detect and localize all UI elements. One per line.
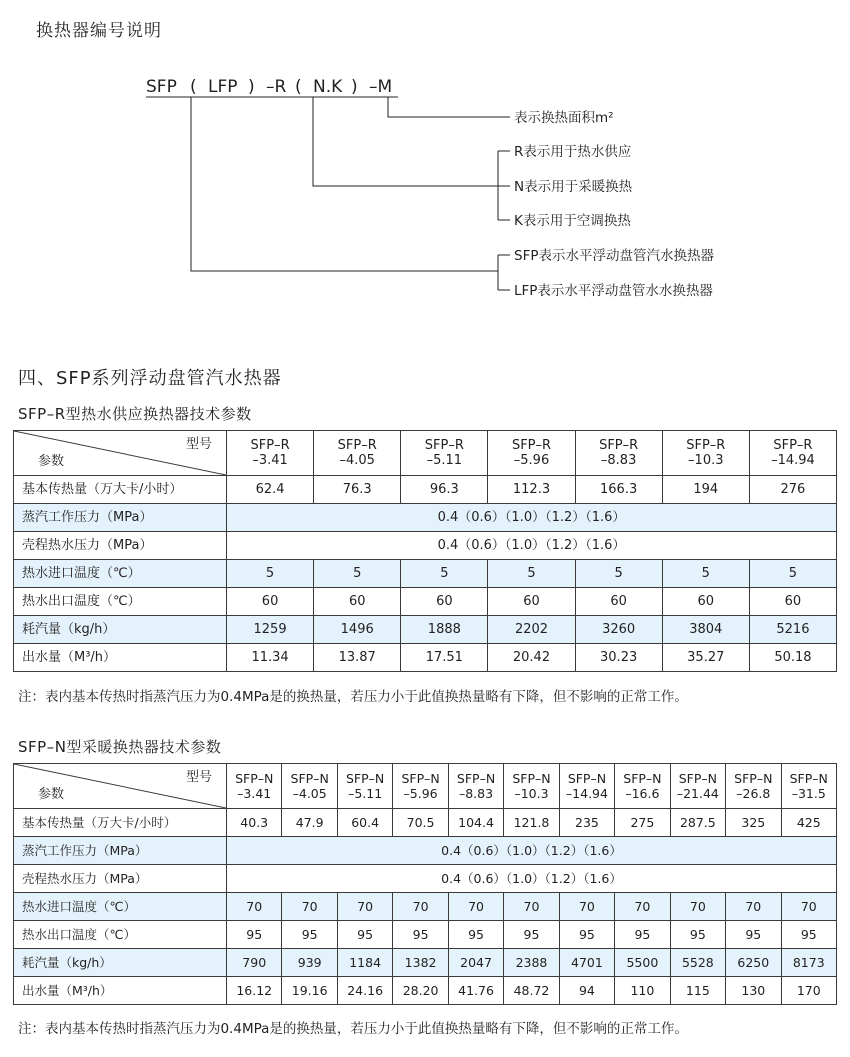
code-r: –R <box>266 77 287 97</box>
model-size: –10.3 <box>514 786 549 801</box>
value-cell: 1382 <box>393 949 448 977</box>
value-cell: 425 <box>781 809 836 837</box>
value-cell: 1496 <box>314 616 401 644</box>
value-cell: 95 <box>448 921 503 949</box>
table2-title: SFP–N型采暖换热器技术参数 <box>18 738 222 756</box>
value-cell: 3804 <box>662 616 749 644</box>
value-cell: 70 <box>504 893 559 921</box>
model-header-cell <box>670 764 725 809</box>
table-row <box>14 616 837 644</box>
document-title: 换热器编号说明 <box>36 21 162 41</box>
value-cell: 70 <box>448 893 503 921</box>
value-cell: 1888 <box>401 616 488 644</box>
value-cell: 3260 <box>575 616 662 644</box>
value-cell: 60.4 <box>337 809 392 837</box>
value-cell: 1184 <box>337 949 392 977</box>
value-cell: 170 <box>781 977 836 1005</box>
table2-note: 注：表内基本传热时指蒸汽压力为0.4MPa是的换热量，若压力小于此值换热量略有下降，但不影响的正常工作。 <box>18 1021 688 1037</box>
value-cell: 166.3 <box>575 476 662 504</box>
value-cell: 95 <box>393 921 448 949</box>
value-cell: 104.4 <box>448 809 503 837</box>
value-cell: 16.12 <box>227 977 282 1005</box>
value-cell: 60 <box>662 588 749 616</box>
table-row <box>14 532 837 560</box>
model-prefix: SFP–R <box>599 438 639 453</box>
row-label: 热水进口温度（℃） <box>14 560 227 588</box>
value-cell: 6250 <box>726 949 781 977</box>
value-cell: 95 <box>227 921 282 949</box>
model-size: –16.6 <box>625 786 660 801</box>
model-size: –4.05 <box>339 453 375 468</box>
value-cell: 76.3 <box>314 476 401 504</box>
row-label: 出水量（M³/h） <box>14 977 227 1005</box>
value-cell: 95 <box>559 921 614 949</box>
value-cell: 70 <box>282 893 337 921</box>
label-k: K表示用于空调换热 <box>514 213 631 229</box>
code-paren-open-1: ( <box>190 77 197 97</box>
table1-sfp-r-specs <box>13 430 837 672</box>
value-cell: 4701 <box>559 949 614 977</box>
value-cell: 5 <box>575 560 662 588</box>
value-cell: 41.76 <box>448 977 503 1005</box>
code-lfp: LFP <box>208 77 238 97</box>
table-row <box>14 644 837 672</box>
model-header-cell <box>488 431 575 476</box>
table-row <box>14 977 837 1005</box>
value-cell: 70 <box>393 893 448 921</box>
value-cell: 28.20 <box>393 977 448 1005</box>
value-cell: 110 <box>615 977 670 1005</box>
value-cell: 275 <box>615 809 670 837</box>
code-nk: N.K <box>313 77 343 97</box>
row-label: 壳程热水压力（MPa） <box>14 532 227 560</box>
model-header-cell <box>227 431 314 476</box>
table-row <box>14 893 837 921</box>
code-paren-open-2: ( <box>295 77 302 97</box>
value-cell: 40.3 <box>227 809 282 837</box>
model-size: –5.96 <box>403 786 438 801</box>
model-size: –31.5 <box>791 786 826 801</box>
corner-param-label: 参数 <box>38 454 65 469</box>
value-cell: 2202 <box>488 616 575 644</box>
model-code-diagram <box>0 60 850 320</box>
value-cell: 60 <box>749 588 836 616</box>
value-cell: 96.3 <box>401 476 488 504</box>
model-header-cell <box>749 431 836 476</box>
model-prefix: SFP–N <box>512 771 551 786</box>
value-cell: 35.27 <box>662 644 749 672</box>
code-paren-close-1: ) <box>248 77 255 97</box>
code-m: –M <box>369 77 393 97</box>
model-size: –4.05 <box>292 786 327 801</box>
value-cell: 2388 <box>504 949 559 977</box>
value-cell: 30.23 <box>575 644 662 672</box>
value-cell: 2047 <box>448 949 503 977</box>
value-cell: 130 <box>726 977 781 1005</box>
model-header-cell <box>726 764 781 809</box>
table-row <box>14 476 837 504</box>
merged-value-cell: 0.4（0.6）（1.0）（1.2）（1.6） <box>227 532 837 560</box>
model-size: –14.94 <box>565 786 608 801</box>
row-label: 基本传热量（万大卡/小时） <box>14 476 227 504</box>
value-cell: 276 <box>749 476 836 504</box>
model-prefix: SFP–N <box>789 771 828 786</box>
corner-cell <box>14 764 227 809</box>
value-cell: 47.9 <box>282 809 337 837</box>
row-label: 蒸汽工作压力（MPa） <box>14 837 227 865</box>
value-cell: 70 <box>726 893 781 921</box>
model-header-cell <box>393 764 448 809</box>
value-cell: 5 <box>488 560 575 588</box>
label-r: R表示用于热水供应 <box>514 144 632 160</box>
header-row <box>14 764 837 809</box>
value-cell: 62.4 <box>227 476 314 504</box>
value-cell: 17.51 <box>401 644 488 672</box>
table2-sfp-n-specs <box>13 763 837 1005</box>
row-label: 出水量（M³/h） <box>14 644 227 672</box>
row-label: 壳程热水压力（MPa） <box>14 865 227 893</box>
value-cell: 790 <box>227 949 282 977</box>
corner-param-label: 参数 <box>38 787 65 802</box>
model-size: –14.94 <box>771 453 815 468</box>
value-cell: 95 <box>337 921 392 949</box>
value-cell: 121.8 <box>504 809 559 837</box>
code-sfp: SFP <box>146 77 177 97</box>
value-cell: 5 <box>401 560 488 588</box>
value-cell: 194 <box>662 476 749 504</box>
value-cell: 95 <box>282 921 337 949</box>
table-row <box>14 949 837 977</box>
model-header-cell <box>448 764 503 809</box>
model-header-cell <box>282 764 337 809</box>
row-label: 蒸汽工作压力（MPa） <box>14 504 227 532</box>
table1-note: 注：表内基本传热时指蒸汽压力为0.4MPa是的换热量，若压力小于此值换热量略有下降，但不影响的正常工作。 <box>18 689 688 705</box>
model-header-cell <box>504 764 559 809</box>
model-size: –21.44 <box>676 786 719 801</box>
value-cell: 5500 <box>615 949 670 977</box>
merged-value-cell: 0.4（0.6）（1.0）（1.2）（1.6） <box>227 837 837 865</box>
model-prefix: SFP–R <box>686 438 726 453</box>
table-row <box>14 865 837 893</box>
header-row <box>14 431 837 476</box>
model-size: –5.96 <box>513 453 550 468</box>
model-header-cell <box>615 764 670 809</box>
model-size: –3.41 <box>252 453 288 468</box>
row-label: 热水出口温度（℃） <box>14 588 227 616</box>
value-cell: 939 <box>282 949 337 977</box>
value-cell: 48.72 <box>504 977 559 1005</box>
model-size: –3.41 <box>237 786 272 801</box>
model-prefix: SFP–N <box>401 771 440 786</box>
value-cell: 60 <box>575 588 662 616</box>
table-row <box>14 588 837 616</box>
value-cell: 70 <box>781 893 836 921</box>
model-prefix: SFP–N <box>346 771 385 786</box>
model-header-cell <box>401 431 488 476</box>
value-cell: 5528 <box>670 949 725 977</box>
value-cell: 60 <box>227 588 314 616</box>
row-label: 热水进口温度（℃） <box>14 893 227 921</box>
merged-value-cell: 0.4（0.6）（1.0）（1.2）（1.6） <box>227 865 837 893</box>
value-cell: 24.16 <box>337 977 392 1005</box>
table-row <box>14 921 837 949</box>
model-prefix: SFP–N <box>290 771 329 786</box>
model-header-cell <box>337 764 392 809</box>
model-prefix: SFP–R <box>424 438 464 453</box>
model-header-cell <box>575 431 662 476</box>
value-cell: 60 <box>314 588 401 616</box>
model-prefix: SFP–N <box>567 771 607 786</box>
model-prefix: SFP–R <box>250 438 290 453</box>
value-cell: 1259 <box>227 616 314 644</box>
connector-lines <box>146 97 510 290</box>
value-cell: 70 <box>337 893 392 921</box>
model-header-cell <box>559 764 614 809</box>
model-size: –26.8 <box>736 786 771 801</box>
value-cell: 60 <box>488 588 575 616</box>
model-prefix: SFP–N <box>235 771 274 786</box>
model-prefix: SFP–R <box>773 438 813 453</box>
label-lfp: LFP表示水平浮动盘管水水换热器 <box>514 283 713 299</box>
value-cell: 19.16 <box>282 977 337 1005</box>
value-cell: 115 <box>670 977 725 1005</box>
model-header-cell <box>314 431 401 476</box>
model-size: –8.83 <box>458 786 494 801</box>
value-cell: 5 <box>314 560 401 588</box>
section-heading: 四、SFP系列浮动盘管汽水热器 <box>18 368 282 389</box>
value-cell: 5 <box>749 560 836 588</box>
model-size: –10.3 <box>688 453 724 468</box>
table-row <box>14 504 837 532</box>
label-sfp: SFP表示水平浮动盘管汽水换热器 <box>514 248 714 264</box>
table1-title: SFP–R型热水供应换热器技术参数 <box>18 405 252 423</box>
table-row <box>14 837 837 865</box>
table-row <box>14 560 837 588</box>
value-cell: 287.5 <box>670 809 725 837</box>
value-cell: 70 <box>227 893 282 921</box>
value-cell: 95 <box>504 921 559 949</box>
model-prefix: SFP–N <box>456 771 496 786</box>
model-size: –8.83 <box>600 453 637 468</box>
value-cell: 5216 <box>749 616 836 644</box>
value-cell: 70 <box>559 893 614 921</box>
label-m: 表示换热面积m² <box>514 110 614 126</box>
table-row <box>14 809 837 837</box>
model-header-cell <box>227 764 282 809</box>
value-cell: 95 <box>781 921 836 949</box>
model-header-cell <box>781 764 836 809</box>
value-cell: 95 <box>615 921 670 949</box>
corner-cell <box>14 431 227 476</box>
label-n: N表示用于采暖换热 <box>514 179 633 195</box>
model-prefix: SFP–N <box>678 771 717 786</box>
value-cell: 13.87 <box>314 644 401 672</box>
value-cell: 235 <box>559 809 614 837</box>
model-header-cell <box>662 431 749 476</box>
value-cell: 50.18 <box>749 644 836 672</box>
row-label: 热水出口温度（℃） <box>14 921 227 949</box>
value-cell: 94 <box>559 977 614 1005</box>
value-cell: 11.34 <box>227 644 314 672</box>
value-cell: 95 <box>726 921 781 949</box>
value-cell: 5 <box>227 560 314 588</box>
value-cell: 70 <box>670 893 725 921</box>
corner-model-label: 型号 <box>185 437 212 452</box>
value-cell: 325 <box>726 809 781 837</box>
model-size: –5.11 <box>348 786 383 801</box>
value-cell: 70 <box>615 893 670 921</box>
value-cell: 8173 <box>781 949 836 977</box>
model-prefix: SFP–R <box>511 438 552 453</box>
row-label: 基本传热量（万大卡/小时） <box>14 809 227 837</box>
model-prefix: SFP–R <box>337 438 377 453</box>
value-cell: 95 <box>670 921 725 949</box>
model-size: –5.11 <box>426 453 463 468</box>
row-label: 耗汽量（kg/h） <box>14 949 227 977</box>
corner-model-label: 型号 <box>185 770 212 785</box>
value-cell: 60 <box>401 588 488 616</box>
merged-value-cell: 0.4（0.6）（1.0）（1.2）（1.6） <box>227 504 837 532</box>
value-cell: 70.5 <box>393 809 448 837</box>
model-prefix: SFP–N <box>734 771 773 786</box>
value-cell: 20.42 <box>488 644 575 672</box>
code-paren-close-2: ) <box>351 77 358 97</box>
model-prefix: SFP–N <box>623 771 662 786</box>
value-cell: 112.3 <box>488 476 575 504</box>
row-label: 耗汽量（kg/h） <box>14 616 227 644</box>
value-cell: 5 <box>662 560 749 588</box>
